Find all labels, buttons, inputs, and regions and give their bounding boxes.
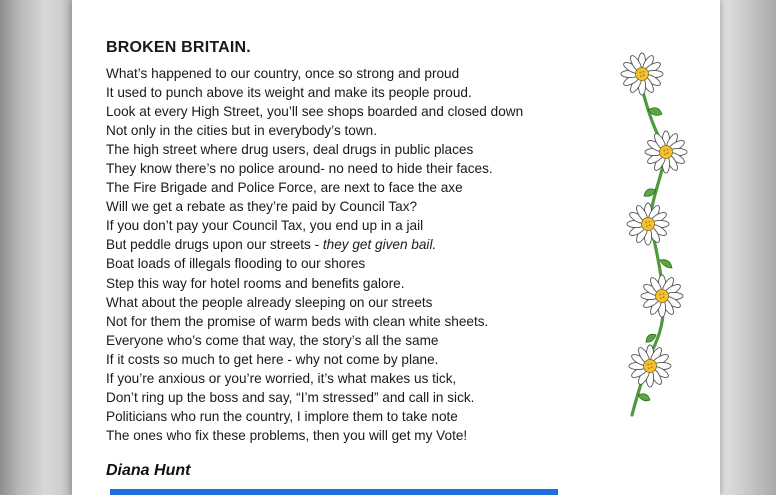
poem-line: The Fire Brigade and Police Force, are next to face the axe — [106, 180, 463, 196]
poem-line: Not for them the promise of warm beds with clean white sheets. — [106, 313, 489, 329]
poem-line-italic: they get given bail. — [322, 237, 437, 253]
accent-bar — [110, 489, 558, 495]
poem-block — [106, 38, 576, 445]
poem-line: If it costs so much to get here - why not come by plane. — [106, 351, 439, 367]
poem-line: If you’re anxious or you’re worried, it’s what makes us tick, — [106, 370, 457, 386]
poem-title: BROKEN BRITAIN. — [106, 39, 251, 56]
poem-line: It used to punch above its weight and make its people proud. — [106, 85, 472, 101]
poem-line: What’s happened to our country, once so strong and proud — [106, 66, 460, 81]
document-page — [72, 0, 720, 495]
poem-line: Will we get a rebate as they’re paid by Council Tax? — [106, 199, 418, 215]
poem-line-mixed — [106, 235, 576, 254]
poem-line: Politicians who run the country, I implore them to take note — [106, 408, 458, 424]
poem-line-text: But peddle drugs upon our streets - — [106, 237, 323, 253]
daisy-chain-icon — [610, 50, 700, 430]
poem-line: Look at every High Street, you’ll see shops boarded and closed down — [106, 104, 524, 120]
author-signature: Diana Hunt — [106, 462, 191, 479]
page-edge-shadow — [716, 0, 776, 495]
poem-line: Not only in the cities but in everybody’s town. — [106, 123, 378, 139]
poem-line: The ones who fix these problems, then you will get my Vote! — [106, 427, 468, 443]
poem-line: The high street where drug users, deal drugs in public places — [106, 142, 474, 158]
poem-line: Step this way for hotel rooms and benefits galore. — [106, 275, 405, 291]
poem-line: What about the people already sleeping on our streets — [106, 294, 433, 310]
poem-line: Everyone who’s come that way, the story’s all the same — [106, 332, 439, 348]
poem-line: Boat loads of illegals flooding to our shores — [106, 256, 366, 272]
poem-line: Don’t ring up the boss and say, “I’m stressed” and call in sick. — [106, 389, 475, 405]
poem-line: They know there’s no police around- no need to hide their faces. — [106, 161, 493, 177]
poem-line: If you don’t pay your Council Tax, you end up in a jail — [106, 218, 424, 234]
